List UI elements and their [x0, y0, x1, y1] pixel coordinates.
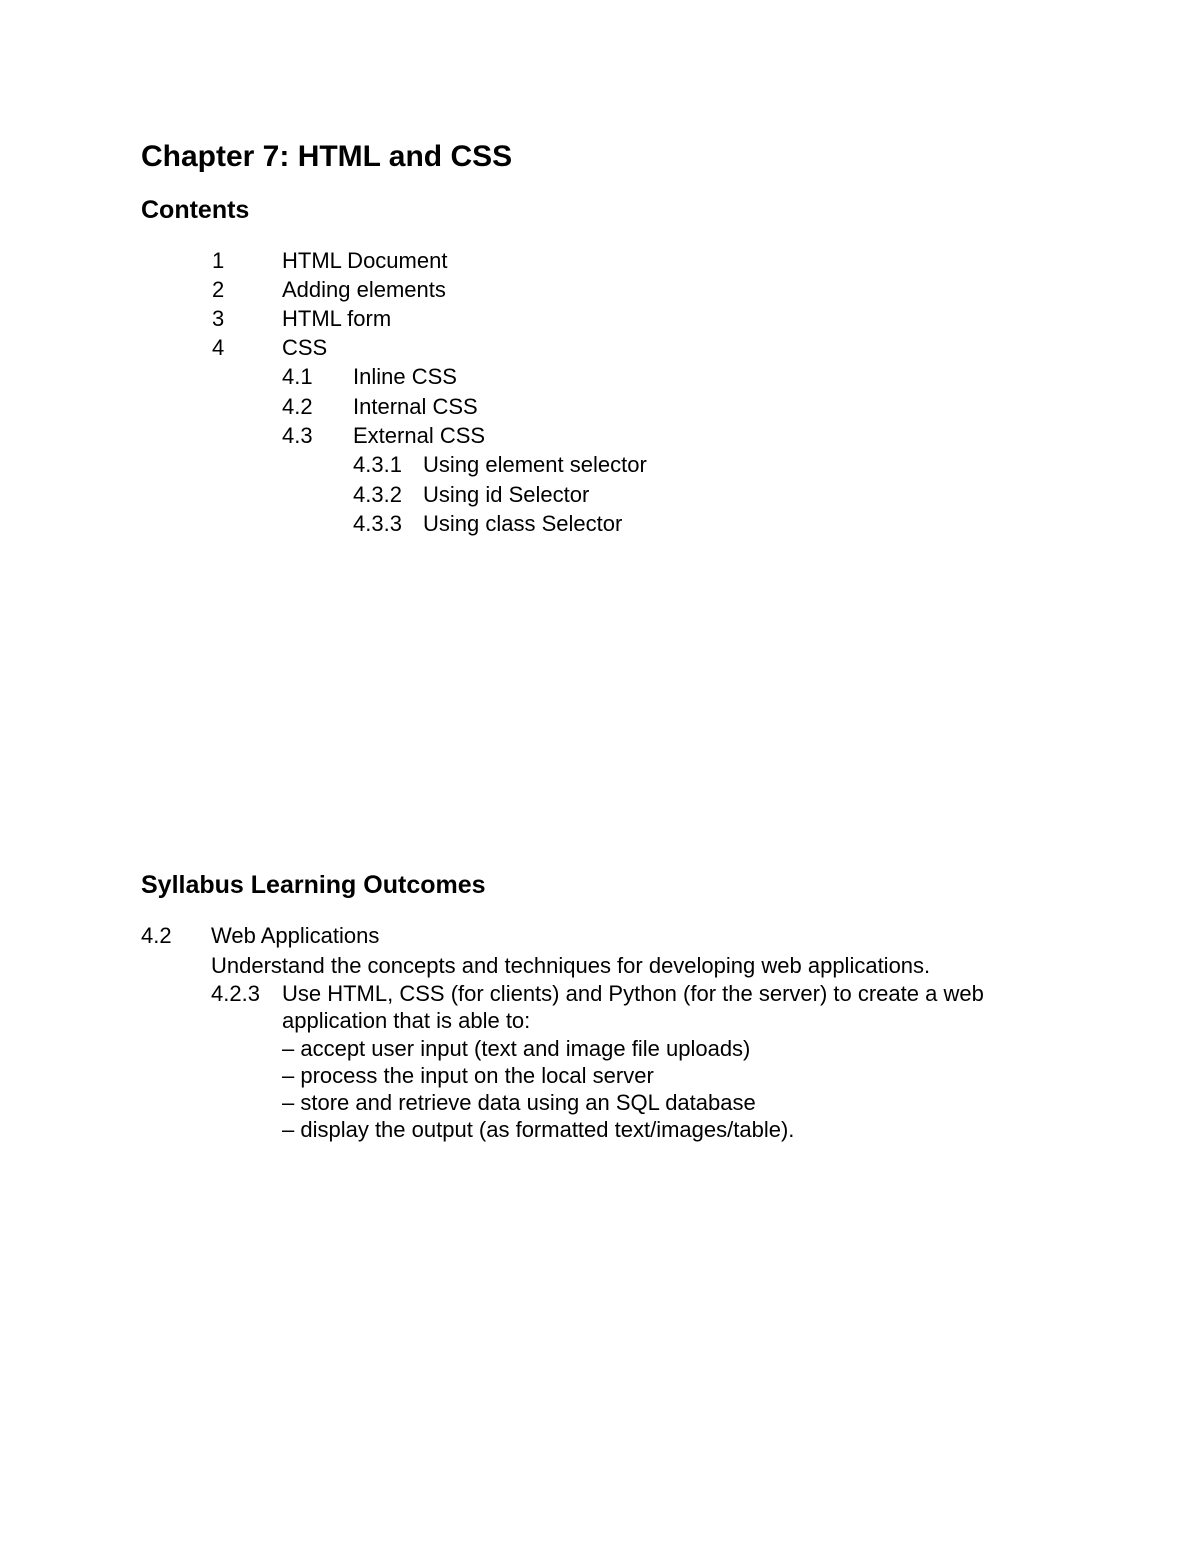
toc-number: 4.1 [282, 364, 313, 389]
outcome-bullet: – store and retrieve data using an SQL database [282, 1090, 756, 1115]
contents-heading: Contents [141, 196, 250, 224]
syllabus-heading: Syllabus Learning Outcomes [141, 871, 486, 899]
toc-label: Inline CSS [353, 364, 457, 389]
outcome-bullet: – display the output (as formatted text/images/table). [282, 1117, 795, 1142]
toc-label: Using class Selector [423, 511, 623, 536]
toc-label: HTML Document [282, 248, 448, 273]
outcome-bullet: – process the input on the local server [282, 1063, 654, 1088]
item-text-line1: Use HTML, CSS (for clients) and Python (for the server) to create a web [282, 981, 984, 1006]
toc-label: HTML form [282, 306, 392, 331]
item-number: 4.2.3 [211, 981, 260, 1006]
toc-number: 4 [212, 335, 225, 360]
section-title: Web Applications [211, 923, 380, 948]
toc-number: 4.2 [282, 394, 313, 419]
toc-number: 2 [212, 277, 225, 302]
toc-number: 4.3.1 [353, 452, 402, 477]
toc-number: 3 [212, 306, 225, 331]
toc-label: Using element selector [423, 452, 647, 477]
section-description: Understand the concepts and techniques for developing web applications. [211, 953, 931, 978]
item-text-line2: application that is able to: [282, 1008, 531, 1033]
toc-label: Adding elements [282, 277, 446, 302]
chapter-title: Chapter 7: HTML and CSS [141, 140, 513, 173]
toc-number: 4.3.3 [353, 511, 402, 536]
toc-label: Using id Selector [423, 482, 590, 507]
toc-label: External CSS [353, 423, 486, 448]
toc-number: 4.3 [282, 423, 313, 448]
toc-label: Internal CSS [353, 394, 478, 419]
toc-label: CSS [282, 335, 328, 360]
toc-number: 4.3.2 [353, 482, 402, 507]
outcome-bullet: – accept user input (text and image file uploads) [282, 1036, 751, 1061]
section-number: 4.2 [141, 923, 172, 948]
toc-number: 1 [212, 248, 225, 273]
